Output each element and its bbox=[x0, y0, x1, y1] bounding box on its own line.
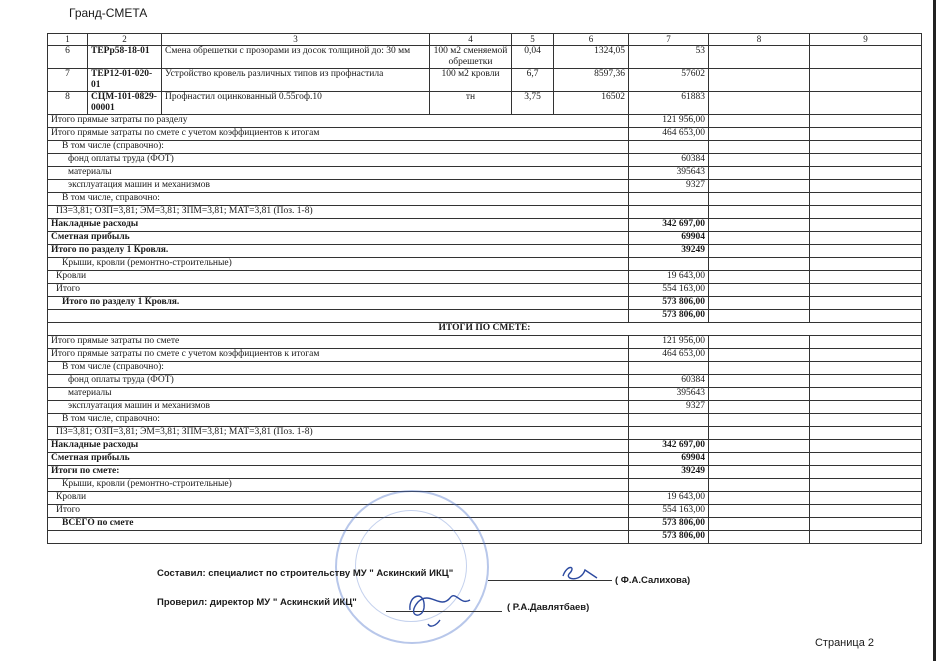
summary-row bbox=[48, 141, 922, 154]
position-unit: 100 м2 сменяемой обрешетки bbox=[430, 46, 512, 69]
summary-row bbox=[48, 271, 922, 284]
empty-cell bbox=[709, 453, 810, 466]
compiled-by-label: Составил: специалист по строительству МУ " Аскинский ИКЦ" bbox=[157, 568, 454, 579]
empty-cell bbox=[709, 401, 810, 414]
empty-cell bbox=[810, 128, 922, 141]
summary-value bbox=[629, 427, 709, 440]
position-code: ТЕРр58-18-01 bbox=[88, 46, 162, 69]
empty-cell bbox=[810, 141, 922, 154]
summary-row bbox=[48, 206, 922, 219]
summary-label: Итого по разделу 1 Кровля. bbox=[48, 297, 629, 310]
summary-value: 554 163,00 bbox=[629, 505, 709, 518]
empty-cell bbox=[810, 375, 922, 388]
summary-label bbox=[48, 310, 629, 323]
summary-value bbox=[629, 141, 709, 154]
summary-row bbox=[48, 466, 922, 479]
summary-value: 573 806,00 bbox=[629, 297, 709, 310]
empty-cell bbox=[810, 206, 922, 219]
estimate-table bbox=[47, 33, 922, 544]
summary-row bbox=[48, 362, 922, 375]
empty-cell bbox=[709, 531, 810, 544]
summary-label: Итого прямые затраты по смете с учетом коэффициентов к итогам bbox=[48, 349, 629, 362]
column-number: 2 bbox=[88, 34, 162, 46]
summary-value: 121 956,00 bbox=[629, 336, 709, 349]
empty-cell bbox=[709, 440, 810, 453]
empty-cell bbox=[709, 492, 810, 505]
empty-cell bbox=[810, 336, 922, 349]
summary-value: 60384 bbox=[629, 375, 709, 388]
summary-value: 395643 bbox=[629, 388, 709, 401]
position-qty: 3,75 bbox=[512, 92, 554, 115]
empty-cell bbox=[709, 310, 810, 323]
empty-cell bbox=[709, 518, 810, 531]
position-code: СЦМ-101-0829-00001 bbox=[88, 92, 162, 115]
summary-row bbox=[48, 401, 922, 414]
position-code: ТЕР12-01-020-01 bbox=[88, 69, 162, 92]
summary-row bbox=[48, 219, 922, 232]
empty-cell bbox=[810, 466, 922, 479]
empty-cell bbox=[709, 245, 810, 258]
summary-label: Сметная прибыль bbox=[48, 453, 629, 466]
summary-label: Сметная прибыль bbox=[48, 232, 629, 245]
summary-label: Крыши, кровли (ремонтно-строительные) bbox=[48, 258, 629, 271]
summary-value bbox=[629, 258, 709, 271]
checked-by-label: Проверил: директор МУ " Аскинский ИКЦ" bbox=[157, 597, 357, 608]
empty-cell bbox=[810, 297, 922, 310]
column-number-row bbox=[48, 34, 922, 46]
empty-cell bbox=[709, 505, 810, 518]
position-unit: тн bbox=[430, 92, 512, 115]
empty-cell bbox=[810, 69, 922, 92]
empty-cell bbox=[709, 388, 810, 401]
empty-cell bbox=[709, 141, 810, 154]
summary-label: В том числе (справочно): bbox=[48, 362, 629, 375]
position-row bbox=[48, 46, 922, 69]
summary-value bbox=[629, 206, 709, 219]
summary-row bbox=[48, 115, 922, 128]
summary-label: материалы bbox=[48, 388, 629, 401]
position-number: 6 bbox=[48, 46, 88, 69]
empty-cell bbox=[810, 180, 922, 193]
summary-value: 39249 bbox=[629, 466, 709, 479]
empty-cell bbox=[709, 92, 810, 115]
empty-cell bbox=[709, 46, 810, 69]
empty-cell bbox=[709, 69, 810, 92]
summary-label: Кровли bbox=[48, 271, 629, 284]
summary-label: Итого прямые затраты по смете bbox=[48, 336, 629, 349]
empty-cell bbox=[810, 349, 922, 362]
empty-cell bbox=[709, 466, 810, 479]
summary-value: 19 643,00 bbox=[629, 271, 709, 284]
compiled-by-name: ( Ф.А.Салихова) bbox=[615, 575, 691, 586]
position-row bbox=[48, 69, 922, 92]
empty-cell bbox=[810, 427, 922, 440]
totals-title-row bbox=[48, 323, 922, 336]
empty-cell bbox=[709, 258, 810, 271]
empty-cell bbox=[810, 401, 922, 414]
empty-cell bbox=[709, 115, 810, 128]
empty-cell bbox=[709, 375, 810, 388]
column-number: 4 bbox=[430, 34, 512, 46]
summary-row bbox=[48, 518, 922, 531]
summary-row bbox=[48, 180, 922, 193]
summary-row bbox=[48, 154, 922, 167]
summary-value: 19 643,00 bbox=[629, 492, 709, 505]
summary-label: фонд оплаты труда (ФОТ) bbox=[48, 154, 629, 167]
checked-by-name: ( Р.А.Давлятбаев) bbox=[507, 602, 590, 613]
summary-row bbox=[48, 427, 922, 440]
empty-cell bbox=[810, 453, 922, 466]
column-number: 5 bbox=[512, 34, 554, 46]
summary-label: ВСЕГО по смете bbox=[48, 518, 629, 531]
empty-cell bbox=[709, 284, 810, 297]
empty-cell bbox=[810, 271, 922, 284]
summary-value: 9327 bbox=[629, 401, 709, 414]
position-name: Смена обрешетки с прозорами из досок толщиной до: 30 мм bbox=[162, 46, 430, 69]
position-total: 53 bbox=[629, 46, 709, 69]
empty-cell bbox=[810, 154, 922, 167]
summary-row bbox=[48, 258, 922, 271]
position-row bbox=[48, 92, 922, 115]
summary-value: 121 956,00 bbox=[629, 115, 709, 128]
checked-signature bbox=[400, 580, 490, 630]
empty-cell bbox=[709, 349, 810, 362]
summary-value bbox=[629, 414, 709, 427]
summary-row bbox=[48, 245, 922, 258]
empty-cell bbox=[810, 284, 922, 297]
empty-cell bbox=[709, 362, 810, 375]
summary-label: Итого bbox=[48, 284, 629, 297]
summary-value: 39249 bbox=[629, 245, 709, 258]
summary-label: материалы bbox=[48, 167, 629, 180]
summary-label: В том числе (справочно): bbox=[48, 141, 629, 154]
position-name: Профнастил оцинкованный 0.55гоф.10 bbox=[162, 92, 430, 115]
empty-cell bbox=[709, 154, 810, 167]
empty-cell bbox=[709, 479, 810, 492]
summary-row bbox=[48, 284, 922, 297]
summary-value: 9327 bbox=[629, 180, 709, 193]
summary-value: 342 697,00 bbox=[629, 219, 709, 232]
summary-row bbox=[48, 193, 922, 206]
position-number: 7 bbox=[48, 69, 88, 92]
summary-value: 395643 bbox=[629, 167, 709, 180]
summary-value: 69904 bbox=[629, 453, 709, 466]
empty-cell bbox=[810, 531, 922, 544]
summary-label: Крыши, кровли (ремонтно-строительные) bbox=[48, 479, 629, 492]
position-total: 57602 bbox=[629, 69, 709, 92]
column-number: 9 bbox=[810, 34, 922, 46]
summary-value: 464 653,00 bbox=[629, 349, 709, 362]
summary-label: Итого по разделу 1 Кровля. bbox=[48, 245, 629, 258]
empty-cell bbox=[810, 115, 922, 128]
page-number: Страница 2 bbox=[814, 637, 874, 649]
summary-value: 69904 bbox=[629, 232, 709, 245]
summary-label: Накладные расходы bbox=[48, 219, 629, 232]
empty-cell bbox=[709, 167, 810, 180]
empty-cell bbox=[709, 297, 810, 310]
summary-row bbox=[48, 336, 922, 349]
summary-value: 60384 bbox=[629, 154, 709, 167]
summary-label: Накладные расходы bbox=[48, 440, 629, 453]
summary-value: 554 163,00 bbox=[629, 284, 709, 297]
empty-cell bbox=[810, 362, 922, 375]
summary-label: Итого прямые затраты по разделу bbox=[48, 115, 629, 128]
summary-label: Итого прямые затраты по смете с учетом коэффициентов к итогам bbox=[48, 128, 629, 141]
summary-label: В том числе, справочно: bbox=[48, 414, 629, 427]
empty-cell bbox=[709, 336, 810, 349]
empty-cell bbox=[810, 258, 922, 271]
column-number: 8 bbox=[709, 34, 810, 46]
summary-row bbox=[48, 232, 922, 245]
empty-cell bbox=[810, 46, 922, 69]
empty-cell bbox=[810, 92, 922, 115]
empty-cell bbox=[810, 219, 922, 232]
summary-row bbox=[48, 349, 922, 362]
empty-cell bbox=[810, 232, 922, 245]
empty-cell bbox=[810, 414, 922, 427]
compiled-signature bbox=[555, 562, 605, 586]
empty-cell bbox=[810, 388, 922, 401]
summary-row bbox=[48, 479, 922, 492]
summary-row bbox=[48, 505, 922, 518]
summary-value bbox=[629, 193, 709, 206]
summary-label: ПЗ=3,81; ОЗП=3,81; ЭМ=3,81; ЗПМ=3,81; МАТ=3,81 (Поз. 1-8) bbox=[48, 206, 629, 219]
empty-cell bbox=[709, 206, 810, 219]
empty-cell bbox=[810, 479, 922, 492]
column-number: 7 bbox=[629, 34, 709, 46]
summary-label: эксплуатация машин и механизмов bbox=[48, 401, 629, 414]
page-header: Гранд-СМЕТА bbox=[69, 6, 148, 20]
summary-value: 464 653,00 bbox=[629, 128, 709, 141]
empty-cell bbox=[709, 427, 810, 440]
empty-cell bbox=[709, 193, 810, 206]
summary-label: Итоги по смете: bbox=[48, 466, 629, 479]
summary-value bbox=[629, 362, 709, 375]
column-number: 3 bbox=[162, 34, 430, 46]
position-price: 8597,36 bbox=[554, 69, 629, 92]
summary-row bbox=[48, 128, 922, 141]
empty-cell bbox=[709, 232, 810, 245]
summary-value: 342 697,00 bbox=[629, 440, 709, 453]
empty-cell bbox=[810, 193, 922, 206]
position-unit: 100 м2 кровли bbox=[430, 69, 512, 92]
position-price: 1324,05 bbox=[554, 46, 629, 69]
empty-cell bbox=[810, 492, 922, 505]
summary-row bbox=[48, 310, 922, 323]
empty-cell bbox=[810, 245, 922, 258]
summary-label: Кровли bbox=[48, 492, 629, 505]
column-number: 1 bbox=[48, 34, 88, 46]
position-total: 61883 bbox=[629, 92, 709, 115]
totals-title: ИТОГИ ПО СМЕТЕ: bbox=[48, 323, 922, 336]
summary-label: Итого bbox=[48, 505, 629, 518]
empty-cell bbox=[810, 505, 922, 518]
summary-row bbox=[48, 440, 922, 453]
summary-row bbox=[48, 453, 922, 466]
summary-label: ПЗ=3,81; ОЗП=3,81; ЭМ=3,81; ЗПМ=3,81; МАТ=3,81 (Поз. 1-8) bbox=[48, 427, 629, 440]
empty-cell bbox=[709, 414, 810, 427]
column-number: 6 bbox=[554, 34, 629, 46]
empty-cell bbox=[810, 518, 922, 531]
summary-row bbox=[48, 297, 922, 310]
position-name: Устройство кровель различных типов из профнастила bbox=[162, 69, 430, 92]
empty-cell bbox=[709, 128, 810, 141]
summary-row bbox=[48, 167, 922, 180]
empty-cell bbox=[810, 310, 922, 323]
position-number: 8 bbox=[48, 92, 88, 115]
summary-label: В том числе, справочно: bbox=[48, 193, 629, 206]
empty-cell bbox=[810, 440, 922, 453]
summary-value bbox=[629, 479, 709, 492]
empty-cell bbox=[709, 180, 810, 193]
summary-row bbox=[48, 375, 922, 388]
empty-cell bbox=[810, 167, 922, 180]
summary-value: 573 806,00 bbox=[629, 518, 709, 531]
summary-value: 573 806,00 bbox=[629, 310, 709, 323]
empty-cell bbox=[709, 271, 810, 284]
position-qty: 0,04 bbox=[512, 46, 554, 69]
summary-row bbox=[48, 492, 922, 505]
summary-label: фонд оплаты труда (ФОТ) bbox=[48, 375, 629, 388]
position-qty: 6,7 bbox=[512, 69, 554, 92]
summary-row bbox=[48, 414, 922, 427]
empty-cell bbox=[709, 219, 810, 232]
summary-row bbox=[48, 388, 922, 401]
summary-value: 573 806,00 bbox=[629, 531, 709, 544]
summary-label: эксплуатация машин и механизмов bbox=[48, 180, 629, 193]
position-price: 16502 bbox=[554, 92, 629, 115]
